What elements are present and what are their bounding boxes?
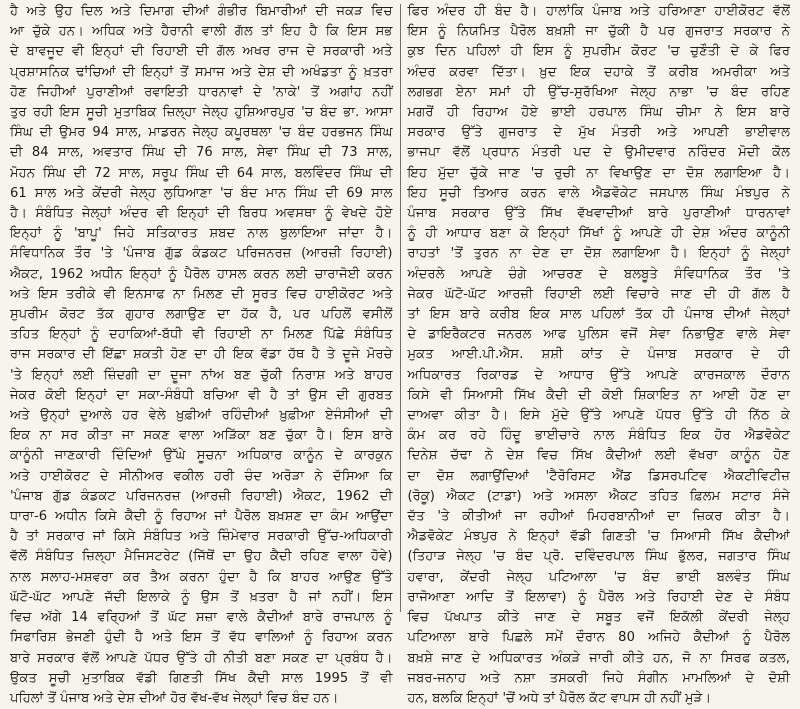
article-text-line: ਜੇਕਰ ਘੱਟੋ-ਘੱਟ ਆਰਜ਼ੀ ਰਿਹਾਈ ਲਈ ਵਿਚਾਰੇ ਜਾਣ ਦੀ ਹੀ ਗੱਲ ਹੈ <box>407 286 790 302</box>
article-text-line: ਦਿਨੇਸ਼ ਚੱਢਾ ਨੇ ਦੇਸ਼ ਵਿਚ ਸਿੱਖ ਕੈਦੀਆਂ ਲਈ ਵੱਖਰਾ ਕਾਨੂੰਨ ਹੋਣ <box>407 448 790 464</box>
article-text-line: ਫਿਰ ਅੰਦਰ ਹੀ ਬੰਦ ਹੈ। ਹਾਲਾਂਕਿ ਪੰਜਾਬ ਅਤੇ ਹਰਿਆਣਾ ਹਾਈਕੋਰਟ ਵੱਲੋਂ <box>407 4 790 19</box>
article-text-line: ਕਿਸੇ ਵੀ ਸਿਆਸੀ ਸਿੱਖ ਕੈਦੀ ਦੀ ਕੋਈ ਸ਼ਿਕਾਇਤ ਨਾ ਆਈ ਹੋਣ ਦਾ <box>407 387 790 403</box>
article-text-line: ਇਹ ਸੂਚੀ ਤਿਆਰ ਕਰਨ ਵਾਲੇ ਐਡਵੋਕੇਟ ਜਸਪਾਲ ਸਿੰਘ ਮੰਝਪੁਰ ਨੇ <box>407 185 790 201</box>
article-text-line: ਅੰਦਰਲੇ ਆਪਣੇ ਚੰਗੇ ਆਚਰਣ ਦੇ ਬਲਬੂਤੇ ਸੰਵਿਧਾਨਿਕ ਤੌਰ 'ਤੇ <box>407 266 790 282</box>
article-text-line: ਅਤੇ ਹਾਈਕੋਰਟ ਦੇ ਸੀਨੀਅਰ ਵਕੀਲ ਹਰੀ ਚੰਦ ਅਰੋੜਾ ਨੇ ਦੱਸਿਆ ਕਿ <box>10 468 393 484</box>
article-text-line: ਇਕ ਨਾ ਸਰ ਕੀਤਾ ਜਾ ਸਕਣ ਵਾਲਾ ਅੜਿੱਕਾ ਬਣ ਚੁੱਕਾ ਹੈ। ਇਸ ਬਾਰੇ <box>10 428 393 444</box>
article-text-line: ਤਾਂ ਇਸ ਬਾਰੇ ਕਰੀਬ ਇਕ ਸਾਲ ਪਹਿਲਾਂ ਤੱਕ ਹੀ ਪੰਜਾਬ ਦੀਆਂ ਜੇਲ੍ਹਾਂ <box>407 307 790 323</box>
article-text-line: ਇਹ ਮੁੱਦਾ ਚੁੱਕੇ ਜਾਣ 'ਚ ਰੁਚੀ ਨਾ ਵਿਖਾਉਣ ਦਾ ਦੋਸ਼ ਲਗਾਇਆ ਹੈ। <box>407 165 790 181</box>
article-text-line: ਪਹਿਲਾਂ ਤੋਂ ਪੰਜਾਬ ਅਤੇ ਦੇਸ਼ ਦੀਆਂ ਹੋਰ ਵੱਖ-ਵੱਖ ਜੇਲ੍ਹਾਂ ਵਿਚ ਬੰਦ ਹਨ। <box>10 690 339 706</box>
article-text-line: ਬਖ਼ਸ਼ੇ ਜਾਣ ਦੇ ਅਧਿਕਾਰਤ ਅੰਕੜੇ ਜਾਰੀ ਕੀਤੇ ਹਨ, ਜੋ ਨਾ ਸਿਰਫ ਕਤਲ, <box>407 650 790 666</box>
article-text-line: ਅੰਦਰ ਕਰਵਾ ਦਿੱਤਾ। ਖ਼ੁਦ ਇਕ ਦਹਾਕੇ ਤੋਂ ਕਰੀਬ ਅਮਰੀਕਾ ਅਤੇ <box>407 64 790 80</box>
article-text-line: ਭਾਜਪਾ ਵੱਲੋਂ ਪ੍ਰਧਾਨ ਮੰਤਰੀ ਪਦ ਦੇ ਉਮੀਦਵਾਰ ਨਰਿੰਦਰ ਮੋਦੀ ਕੋਲ <box>407 145 790 161</box>
article-text-line: ਵਿਚ ਪੱਖਪਾਤ ਕੀਤੇ ਜਾਣ ਦੇ ਸਬੂਤ ਵਜੋਂ ਇਕੱਲੀ ਕੇਂਦਰੀ ਜੇਲ੍ਹ <box>407 610 790 626</box>
article-column-left <box>4 2 399 706</box>
article-text-line: ਨਾਲ ਸਲਾਹ-ਮਸ਼ਵਰਾ ਕਰ ਤੈਅ ਕਰਨਾ ਹੁੰਦਾ ਹੈ ਕਿ ਬਾਹਰ ਆਉਣ ਉੱਤੇ <box>10 569 393 585</box>
article-text-line: ਅਤੇ ਉਨ੍ਹਾਂ ਦੁਆਲੇ ਹਰ ਵੇਲੇ ਖ਼ੁਫ਼ੀਆਂ ਰਹਿੰਦੀਆਂ ਖ਼ੁਫ਼ੀਆ ਏਜੰਸੀਆਂ ਦੀ <box>10 408 393 424</box>
article-text-line: ਉਕਤ ਸੂਚੀ ਮੁਤਾਬਿਕ ਵੱਡੀ ਗਿਣਤੀ ਸਿੱਖ ਕੈਦੀ ਸਾਲ 1995 ਤੋਂ ਵੀ <box>10 670 393 686</box>
article-text-line: ਹੈ ਤਾਂ ਸਰਕਾਰ ਜਾਂ ਕਿਸੇ ਸੰਬੰਧਿਤ ਅਤੇ ਜ਼ਿੰਮੇਵਾਰ ਸਰਕਾਰੀ ਉੱਚ-ਅਧਿਕਾਰੀ <box>10 529 393 545</box>
article-text-line: ਘੱਟੋ-ਘੱਟ ਆਪਣੇ ਜੱਦੀ ਇਲਾਕੇ ਨੂੰ ਉਸ ਤੋਂ ਖ਼ਤਰਾ ਹੈ ਜਾਂ ਨਹੀਂ। ਇਸ <box>10 589 393 605</box>
article-text-line: ਜੇਕਰ ਕੋਈ ਇਨ੍ਹਾਂ ਦਾ ਸਕਾ-ਸੰਬੰਧੀ ਬਚਿਆ ਵੀ ਹੈ ਤਾਂ ਉਸ ਦੀ ਗੁਰਬਤ <box>10 387 393 403</box>
article-text-line: ਰਾਜ ਸਰਕਾਰ ਦੀ ਇੱਛਾ ਸ਼ਕਤੀ ਹੋਣ ਦਾ ਹੀ ਇਕ ਵੱਡਾ ਹੱਥ ਹੈ ਤੇ ਦੂਜੇ ਮੋਰਚੇ <box>10 347 393 363</box>
article-text-line: ਸਰਕਾਰ ਉੱਤੇ ਗੁਜਰਾਤ ਦੇ ਮੁੱਖ ਮੰਤਰੀ ਅਤੇ ਆਪਣੀ ਭਾਈਵਾਲ <box>407 125 790 141</box>
article-text-line: ਨੂੰ ਹੀ ਆਧਾਰ ਬਣਾ ਕੇ ਇਨ੍ਹਾਂ ਸਿੱਖਾਂ ਨੂੰ ਆਪਣੇ ਹੀ ਦੇਸ਼ ਅੰਦਰ ਕਾਨੂੰਨੀ <box>407 226 790 242</box>
article-text-line: ਸੰਵਿਧਾਨਿਕ ਤੌਰ 'ਤੇ 'ਪੰਜਾਬ ਗੁੱਡ ਕੰਡਕਟ ਪਰਿਜਨਰਜ਼ (ਆਰਜ਼ੀ ਰਿਹਾਈ) <box>10 246 393 262</box>
article-text-line: 'ਤੇ ਇਨ੍ਹਾਂ ਲਈ ਜ਼ਿੰਦਗੀ ਦਾ ਦੂਜਾ ਨਾਂਅ ਬਣ ਚੁੱਕੀ ਨਿਰਾਸ਼ ਅਤੇ ਬਾਹਰ <box>10 367 393 383</box>
article-text-line: ਪੰਜਾਬ ਸਰਕਾਰ ਉੱਤੇ ਸਿੱਖ ਵੱਖਵਾਦੀਆਂ ਬਾਰੇ ਪੁਰਾਣੀਆਂ ਧਾਰਨਾਵਾਂ <box>407 206 790 222</box>
article-text-line: ਜਬਰ-ਜਨਾਹ ਅਤੇ ਨਸ਼ਾ ਤਸਕਰੀ ਜਿਹੇ ਸੰਗੀਨ ਮਾਮਲਿਆਂ ਦੇ ਦੋਸ਼ੀ <box>407 670 790 686</box>
article-text-line: ਤਹਿਤ ਇਨ੍ਹਾਂ ਨੂੰ ਦਹਾਕਿਆਂ-ਬੱਧੀ ਵੀ ਰਿਹਾਈ ਨਾ ਮਿਲਣ ਪਿੱਛੇ ਸੰਬੰਧਿਤ <box>10 327 393 343</box>
column-divider <box>400 4 401 612</box>
article-text-line: ਹੋਣ ਜਿਹੀਆਂ ਪੁਰਾਣੀਆਂ ਰਵਾਇਤੀ ਧਾਰਨਾਵਾਂ ਦੇ 'ਨਾਕੇ' ਤੋਂ ਅਗਾਂਹ ਨਹੀਂ <box>10 84 393 100</box>
article-text-line: ਮੋਹਨ ਸਿੰਘ ਦੀ 72 ਸਾਲ, ਸਰੂਪ ਸਿੰਘ ਦੀ 64 ਸਾਲ, ਬਲਵਿੰਦਰ ਸਿੰਘ ਦੀ <box>10 165 393 181</box>
article-text-line: ਦਾ ਦੋਸ਼ ਲਗਾਉਂਦਿਆਂ 'ਟੈਰੋਰਿਸਟ ਐਂਡ ਡਿਸਰਪਟਿਵ ਐਕਟੀਵਿਟੀਜ਼ <box>407 468 790 484</box>
article-text-line: ਸਿੰਘ ਦੀ ਉਮਰ 94 ਸਾਲ, ਮਾਡਰਨ ਜੇਲ੍ਹ ਕਪੂਰਥਲਾ 'ਚ ਬੰਦ ਹਰਭਜਨ ਸਿੰਘ <box>10 125 393 141</box>
article-text-line: ਪ੍ਰਸ਼ਾਸਨਿਕ ਢਾਂਚਿਆਂ ਦੀ ਇਨ੍ਹਾਂ ਤੋਂ ਸਮਾਜ ਅਤੇ ਦੇਸ਼ ਦੀ ਅਖੰਡਤਾ ਨੂੰ ਖ਼ਤਰਾ <box>10 64 393 80</box>
article-text-line: ਹੈ। ਸੰਬੰਧਿਤ ਜੇਲ੍ਹਾਂ ਅੰਦਰ ਵੀ ਇਨ੍ਹਾਂ ਦੀ ਬਿਰਧ ਅਵਸਥਾ ਨੂੰ ਵੇਖਦੇ ਹੋਏ <box>10 206 393 222</box>
article-text-line: ਇਨ੍ਹਾਂ ਨੂੰ 'ਬਾਪੂ' ਜਿਹੇ ਸਤਿਕਾਰਤ ਸ਼ਬਦ ਨਾਲ ਬੁਲਾਇਆ ਜਾਂਦਾ ਹੈ। <box>10 226 393 242</box>
article-text-line: ਐਕਟ, 1962 ਅਧੀਨ ਇਨ੍ਹਾਂ ਨੂੰ ਪੈਰੋਲ ਹਾਸਲ ਕਰਨ ਲਈ ਚਾਰਾਜੋਈ ਕਰਨ <box>10 266 393 282</box>
article-text-line: ਤੁਰ ਰਹੀ ਇਸ ਸੂਚੀ ਮੁਤਾਬਿਕ ਜ਼ਿਲ੍ਹਾ ਜੇਲ੍ਹ ਹੁਸ਼ਿਆਰਪੁਰ 'ਚ ਬੰਦ ਭਾ. ਆਸਾ <box>10 105 393 121</box>
article-text-line: ਬਾਰੇ ਸਰਕਾਰ ਵੱਲੋਂ ਆਪਣੇ ਪੱਧਰ ਉੱਤੇ ਹੀ ਨੀਤੀ ਬਣਾ ਸਕਣ ਦਾ ਪ੍ਰਬੰਧ ਹੈ। <box>10 650 393 666</box>
article-text-line: ਕਾਨੂੰਨੀ ਜਾਣਕਾਰੀ ਦਿੰਦਿਆਂ ਉੱਘੇ ਸੂਚਨਾ ਅਧਿਕਾਰ ਕਾਨੂੰਨ ਦੇ ਕਾਰਕੁਨ <box>10 448 393 464</box>
article-text-line: ਇਸ ਨੂੰ ਨਿਯਮਿਤ ਪੈਰੋਲ ਬਖ਼ਸ਼ੀ ਜਾ ਚੁੱਕੀ ਹੈ ਪਰ ਗੁਜਰਾਤ ਸਰਕਾਰ ਨੇ <box>407 24 790 40</box>
article-text-line: ਮਗਰੋਂ ਹੀ ਰਿਹਾਅ ਹੋਏ ਭਾਈ ਹਰਪਾਲ ਸਿੰਘ ਚੀਮਾ ਨੇ ਇਸ ਬਾਰੇ <box>407 105 790 121</box>
article-text-line: (ਰੋਕੂ) ਐਕਟ (ਟਾਡਾ) ਅਤੇ ਅਸਲਾ ਐਕਟ ਤਹਿਤ ਫ਼ਿਲਮ ਸਟਾਰ ਸੰਜੇ <box>407 488 790 504</box>
article-text-line: ਦੇ ਬਾਵਜੂਦ ਵੀ ਇਨ੍ਹਾਂ ਦੀ ਰਿਹਾਈ ਦੀ ਗੱਲ ਅਖਰ ਰਾਜ ਦੇ ਸਰਕਾਰੀ ਅਤੇ <box>10 44 393 60</box>
article-text-line: ਸਿਫਾਰਿਸ਼ ਭੇਜਣੀ ਹੁੰਦੀ ਹੈ ਅਤੇ ਇਸ ਤੋਂ ਵੱਧ ਵਾਲਿਆਂ ਨੂੰ ਰਿਹਾਅ ਕਰਨ <box>10 630 393 646</box>
article-text-line: ਲਗਭਗ ਏਨਾ ਸਮਾਂ ਹੀ ਉੱਚ-ਸੁਰੱਖਿਆ ਜੇਲ੍ਹ ਨਾਭਾ 'ਚ ਬੰਦ ਰਹਿਣ <box>407 84 790 100</box>
article-column-right <box>402 2 797 706</box>
article-text-line: ਵੱਲੋਂ ਸੰਬੰਧਿਤ ਜ਼ਿਲ੍ਹਾ ਮੈਜਿਸਟਰੇਟ (ਜਿੱਥੋਂ ਦਾ ਉਹ ਕੈਦੀ ਰਹਿਣ ਵਾਲਾ ਹੋਵੇ) <box>10 549 393 565</box>
article-text-line: ਸੁਪਰੀਮ ਕੋਰਟ ਤੱਕ ਗੁਹਾਰ ਲਗਾਉਣ ਦਾ ਹੱਕ ਹੈ, ਪਰ ਪਹਿਲੋਂ ਵਸੀਲੋਂ <box>10 307 393 323</box>
article-text-line: ਧਾਰਾ-6 ਅਧੀਨ ਕਿਸੇ ਕੈਦੀ ਨੂੰ ਰਿਹਾਅ ਜਾਂ ਪੈਰੋਲ ਬਖ਼ਸ਼ਣ ਦਾ ਕੰਮ ਆਉਂਦਾ <box>10 509 393 525</box>
article-text-line: ਰਾਜੋਆਣਾ ਆਦਿ ਤੋਂ ਇਲਾਵਾ) ਨੂੰ ਪੈਰੋਲ ਅਤੇ ਰਿਹਾਈ ਦੇਣ ਦੇ ਸੰਬੰਧ <box>407 589 790 605</box>
article-text-line: ਦੇ ਡਾਇਰੈਕਟਰ ਜਨਰਲ ਆਫ ਪੁਲਿਸ ਵਜੋਂ ਸੇਵਾ ਨਿਭਾਉਣ ਵਾਲੇ ਸੇਵਾ <box>407 327 790 343</box>
article-text-line: ਵਿਚ ਅੱਗੇ 14 ਵਰ੍ਹਿਆਂ ਤੋਂ ਘੱਟ ਸਜ਼ਾ ਵਾਲੇ ਕੈਦੀਆਂ ਬਾਰੇ ਰਾਜਪਾਲ ਨੂੰ <box>10 610 393 626</box>
article-text-line: ਹੈ ਅਤੇ ਉਹ ਦਿਲ ਅਤੇ ਦਿਮਾਗ ਦੀਆਂ ਗੰਭੀਰ ਬਿਮਾਰੀਆਂ ਦੀ ਜਕੜ ਵਿਚ <box>10 4 393 19</box>
article-text-line: ਦੀ 84 ਸਾਲ, ਅਵਤਾਰ ਸਿੰਘ ਦੀ 76 ਸਾਲ, ਸੇਵਾ ਸਿੰਘ ਦੀ 73 ਸਾਲ, <box>10 145 393 161</box>
article-text-line: (ਤਿਹਾੜ ਜੇਲ੍ਹ 'ਚ ਬੰਦ ਪ੍ਰੋ. ਦਵਿੰਦਰਪਾਲ ਸਿੰਘ ਭੁੱਲਰ, ਜਗਤਾਰ ਸਿੰਘ <box>407 549 790 565</box>
article-text-line: ਰਾਹਤਾਂ 'ਤੋਂ ਤੁਰਨ ਨਾ ਦੇਣ ਦਾ ਦੋਸ਼ ਲਗਾਇਆ ਹੈ। ਇਨ੍ਹਾਂ ਨੂੰ ਜੇਲ੍ਹਾਂ <box>407 246 790 262</box>
article-text-line: 61 ਸਾਲ ਅਤੇ ਕੇਂਦਰੀ ਜੇਲ੍ਹ ਲੁਧਿਆਣਾ 'ਚ ਬੰਦ ਮਾਨ ਸਿੰਘ ਦੀ 69 ਸਾਲ <box>10 185 393 201</box>
article-text-line: ਆ ਚੁੱਕੇ ਹਨ। ਅਧਿਕ ਅਤੇ ਹੈਰਾਨੀ ਵਾਲੀ ਗੱਲ ਤਾਂ ਇਹ ਹੈ ਕਿ ਇਸ ਸਭ <box>10 24 393 40</box>
article-text-line: ਕੁਝ ਦਿਨ ਪਹਿਲਾਂ ਹੀ ਇਸ ਨੂੰ ਸੁਪਰੀਮ ਕੋਰਟ 'ਚ ਚੁਣੌਤੀ ਦੇ ਕੇ ਫਿਰ <box>407 44 790 60</box>
article-text-line: ਹਨ, ਬਲਕਿ ਇਨ੍ਹਾਂ 'ਚੋਂ ਅਧੇ ਤਾਂ ਪੈਰੋਲ ਕੱਟ ਵਾਪਸ ਹੀ ਨਹੀਂ ਮੁੜੇ। <box>407 690 712 706</box>
article-text-line: ਐਡਵੋਕੇਟ ਮੰਝਪੁਰ ਨੇ ਇਨ੍ਹਾਂ ਵੱਡੀ ਗਿਣਤੀ 'ਚ ਸਿਆਸੀ ਸਿੱਖ ਕੈਦੀਆਂ <box>407 529 790 545</box>
article-text-line: ਮੁਕਤ ਆਈ.ਪੀ.ਐਸ. ਸ਼ਸ਼ੀ ਕਾਂਤ ਦੇ ਪੰਜਾਬ ਸਰਕਾਰ ਦੇ ਹੀ <box>407 347 790 363</box>
article-text-line: ਦੱਤ 'ਤੇ ਕੀਤੀਆਂ ਜਾ ਰਹੀਆਂ ਮਿਹਰਬਾਨੀਆਂ ਦਾ ਜ਼ਿਕਰ ਕੀਤਾ ਹੈ। <box>407 509 790 525</box>
article-text-line: ਹਵਾਰਾ, ਕੇਂਦਰੀ ਜੇਲ੍ਹ ਪਟਿਆਲਾ 'ਚ ਬੰਦ ਭਾਈ ਬਲਵੰਤ ਸਿੰਘ <box>407 569 790 585</box>
article-text-line: ਪਟਿਆਲਾ ਬਾਰੇ ਪਿਛਲੇ ਸਮੇਂ ਦੌਰਾਨ 80 ਅਜਿਹੇ ਕੈਦੀਆਂ ਨੂੰ ਪੈਰੋਲ <box>407 630 790 646</box>
article-text-line: ਕੰਮ ਕਰ ਰਹੇ ਹਿੰਦੂ ਭਾਈਚਾਰੇ ਨਾਲ ਸੰਬੰਧਿਤ ਇਕ ਹੋਰ ਐਡਵੋਕੇਟ <box>407 428 790 444</box>
article-text-line: ਦਾਅਵਾ ਕੀਤਾ ਹੈ। ਇਸੇ ਮੁੱਦੇ ਉੱਤੇ ਆਪਣੇ ਪੱਧਰ ਉੱਤੇ ਹੀ ਨਿੱਠ ਕੇ <box>407 408 790 424</box>
article-text-line: 'ਪੰਜਾਬ ਗੁੱਡ ਕੰਡਕਟ ਪਰਿਜਨਰਜ਼ (ਆਰਜ਼ੀ ਰਿਹਾਈ) ਐਕਟ, 1962 ਦੀ <box>10 488 393 504</box>
article-text-line: ਅਤੇ ਇਸ ਤਰੀਕੇ ਵੀ ਇਨਸਾਫ ਨਾ ਮਿਲਣ ਦੀ ਸੂਰਤ ਵਿਚ ਹਾਈਕੋਰਟ ਅਤੇ <box>10 286 393 302</box>
article-text-line: ਅਧਿਕਾਰਤ ਰਿਕਾਰਡ ਦੇ ਆਧਾਰ ਉੱਤੇ ਆਪਣੇ ਕਾਰਜਕਾਲ ਦੌਰਾਨ <box>407 367 790 383</box>
